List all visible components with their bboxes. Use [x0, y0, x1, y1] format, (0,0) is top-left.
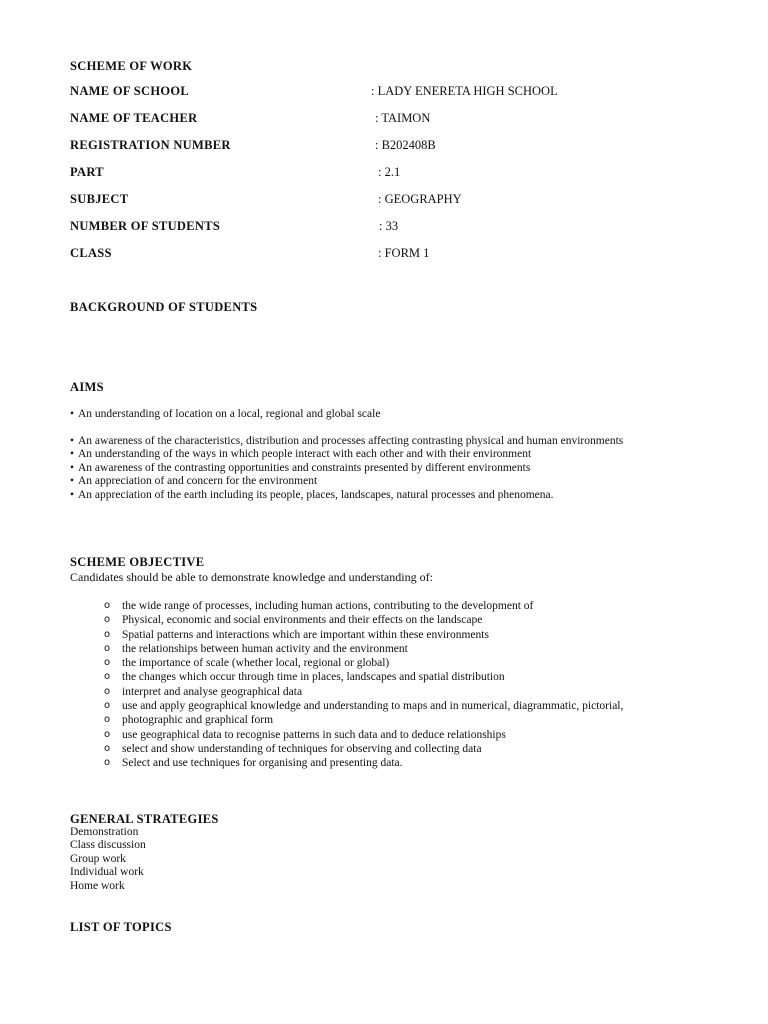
- objective-text: photographic and graphical form: [122, 714, 274, 727]
- objective-text: use and apply geographical knowledge and understanding to maps and in numerical, diagrammatic, pictorial,: [122, 700, 624, 713]
- field-label: PART: [70, 165, 104, 179]
- bullet-icon: •: [70, 475, 75, 488]
- field-school: [70, 84, 710, 100]
- bullet-icon: •: [70, 461, 75, 474]
- objective-text: Select and use techniques for organising and presenting data.: [122, 757, 403, 770]
- circle-bullet-icon: o: [104, 757, 111, 769]
- aim-text: An appreciation of and concern for the environment: [78, 475, 318, 488]
- circle-bullet-icon: o: [104, 742, 111, 754]
- aim-item: [70, 435, 690, 449]
- bullet-icon: •: [70, 408, 75, 420]
- aim-text: An understanding of location on a local, regional and global scale: [78, 408, 381, 420]
- objective-item: [104, 599, 684, 613]
- objective-item: [104, 656, 684, 670]
- bullet-icon: •: [70, 434, 75, 447]
- field-label: NAME OF SCHOOL: [70, 84, 190, 98]
- field-part: [70, 165, 710, 181]
- circle-bullet-icon: o: [104, 614, 111, 626]
- objective-text: the wide range of processes, including human actions, contributing to the development of: [122, 600, 534, 612]
- field-class: [70, 246, 710, 262]
- objective-item: [104, 613, 684, 627]
- aim-item: [70, 475, 690, 489]
- circle-bullet-icon: o: [104, 600, 111, 611]
- field-label: NAME OF TEACHER: [70, 111, 198, 125]
- objective-text: select and show understanding of techniques for observing and collecting data: [122, 742, 482, 755]
- field-number-of-students: [70, 219, 710, 235]
- field-value: : 33: [379, 219, 399, 233]
- field-value: : FORM 1: [378, 246, 430, 260]
- field-label: SUBJECT: [70, 192, 129, 206]
- objectives-list: [104, 599, 684, 771]
- objective-text: the changes which occur through time in places, landscapes and spatial distribution: [122, 671, 505, 684]
- objective-item: [104, 685, 684, 699]
- objective-text: Spatial patterns and interactions which are important within these environments: [122, 628, 489, 641]
- topics-heading: LIST OF TOPICS: [70, 920, 172, 934]
- field-subject: [70, 192, 710, 208]
- aim-item: [70, 448, 690, 462]
- objective-text: use geographical data to recognise patterns in such data and to deduce relationships: [122, 728, 506, 741]
- circle-bullet-icon: o: [104, 714, 111, 726]
- strategies-heading: GENERAL STRATEGIES: [70, 812, 219, 826]
- circle-bullet-icon: o: [104, 671, 111, 683]
- field-label: REGISTRATION NUMBER: [70, 138, 231, 152]
- document-title: SCHEME OF WORK: [70, 59, 193, 73]
- objective-heading: SCHEME OBJECTIVE: [70, 555, 205, 569]
- strategies-list: [70, 826, 146, 893]
- circle-bullet-icon: o: [104, 700, 111, 712]
- aim-item: [70, 408, 690, 422]
- field-teacher: [70, 111, 710, 127]
- objective-item: [104, 699, 684, 713]
- field-value: : TAIMON: [375, 111, 431, 125]
- background-heading: BACKGROUND OF STUDENTS: [70, 300, 258, 314]
- aim-text: An appreciation of the earth including its people, places, landscapes, natural processes and phenomena.: [78, 488, 554, 501]
- bullet-icon: •: [70, 448, 75, 461]
- objective-text: the relationships between human activity and the environment: [122, 642, 408, 655]
- objective-item: [104, 713, 684, 727]
- field-label: NUMBER OF STUDENTS: [70, 219, 221, 233]
- field-value: : 2.1: [378, 165, 401, 179]
- aim-item: [70, 462, 690, 476]
- objective-item: [104, 642, 684, 656]
- objective-item: [104, 670, 684, 684]
- objective-intro: Candidates should be able to demonstrate knowledge and understanding of:: [70, 570, 433, 584]
- aim-item: [70, 489, 690, 503]
- circle-bullet-icon: o: [104, 685, 111, 697]
- circle-bullet-icon: o: [104, 728, 111, 740]
- circle-bullet-icon: o: [104, 628, 111, 640]
- aims-list: [70, 408, 690, 503]
- circle-bullet-icon: o: [104, 657, 111, 669]
- field-value: : LADY ENERETA HIGH SCHOOL: [371, 84, 558, 98]
- aim-text: An awareness of the contrasting opportunities and constraints presented by different environments: [78, 461, 531, 474]
- field-value: : GEOGRAPHY: [378, 192, 462, 206]
- objective-item: [104, 756, 684, 770]
- bullet-icon: •: [70, 488, 75, 501]
- field-label: CLASS: [70, 246, 112, 260]
- field-value: : B202408B: [375, 138, 436, 152]
- strategy-item: Group work: [70, 852, 126, 865]
- objective-text: interpret and analyse geographical data: [122, 685, 303, 698]
- objective-item: [104, 742, 684, 756]
- strategy-item: Class discussion: [70, 839, 146, 852]
- objective-text: the importance of scale (whether local, regional or global): [122, 657, 390, 670]
- strategy-item: Demonstration: [70, 826, 139, 838]
- strategy-item: Home work: [70, 879, 125, 892]
- objective-item: [104, 628, 684, 642]
- objective-text: Physical, economic and social environments and their effects on the landscape: [122, 614, 483, 627]
- objective-item: [104, 728, 684, 742]
- circle-bullet-icon: o: [104, 642, 111, 654]
- aim-text: An understanding of the ways in which people interact with each other and with their environment: [78, 448, 532, 461]
- strategy-item: Individual work: [70, 866, 144, 879]
- aim-text: An awareness of the characteristics, distribution and processes affecting contrasting physical and human environments: [78, 434, 624, 447]
- aims-heading: AIMS: [70, 380, 104, 394]
- field-registration-number: [70, 138, 710, 154]
